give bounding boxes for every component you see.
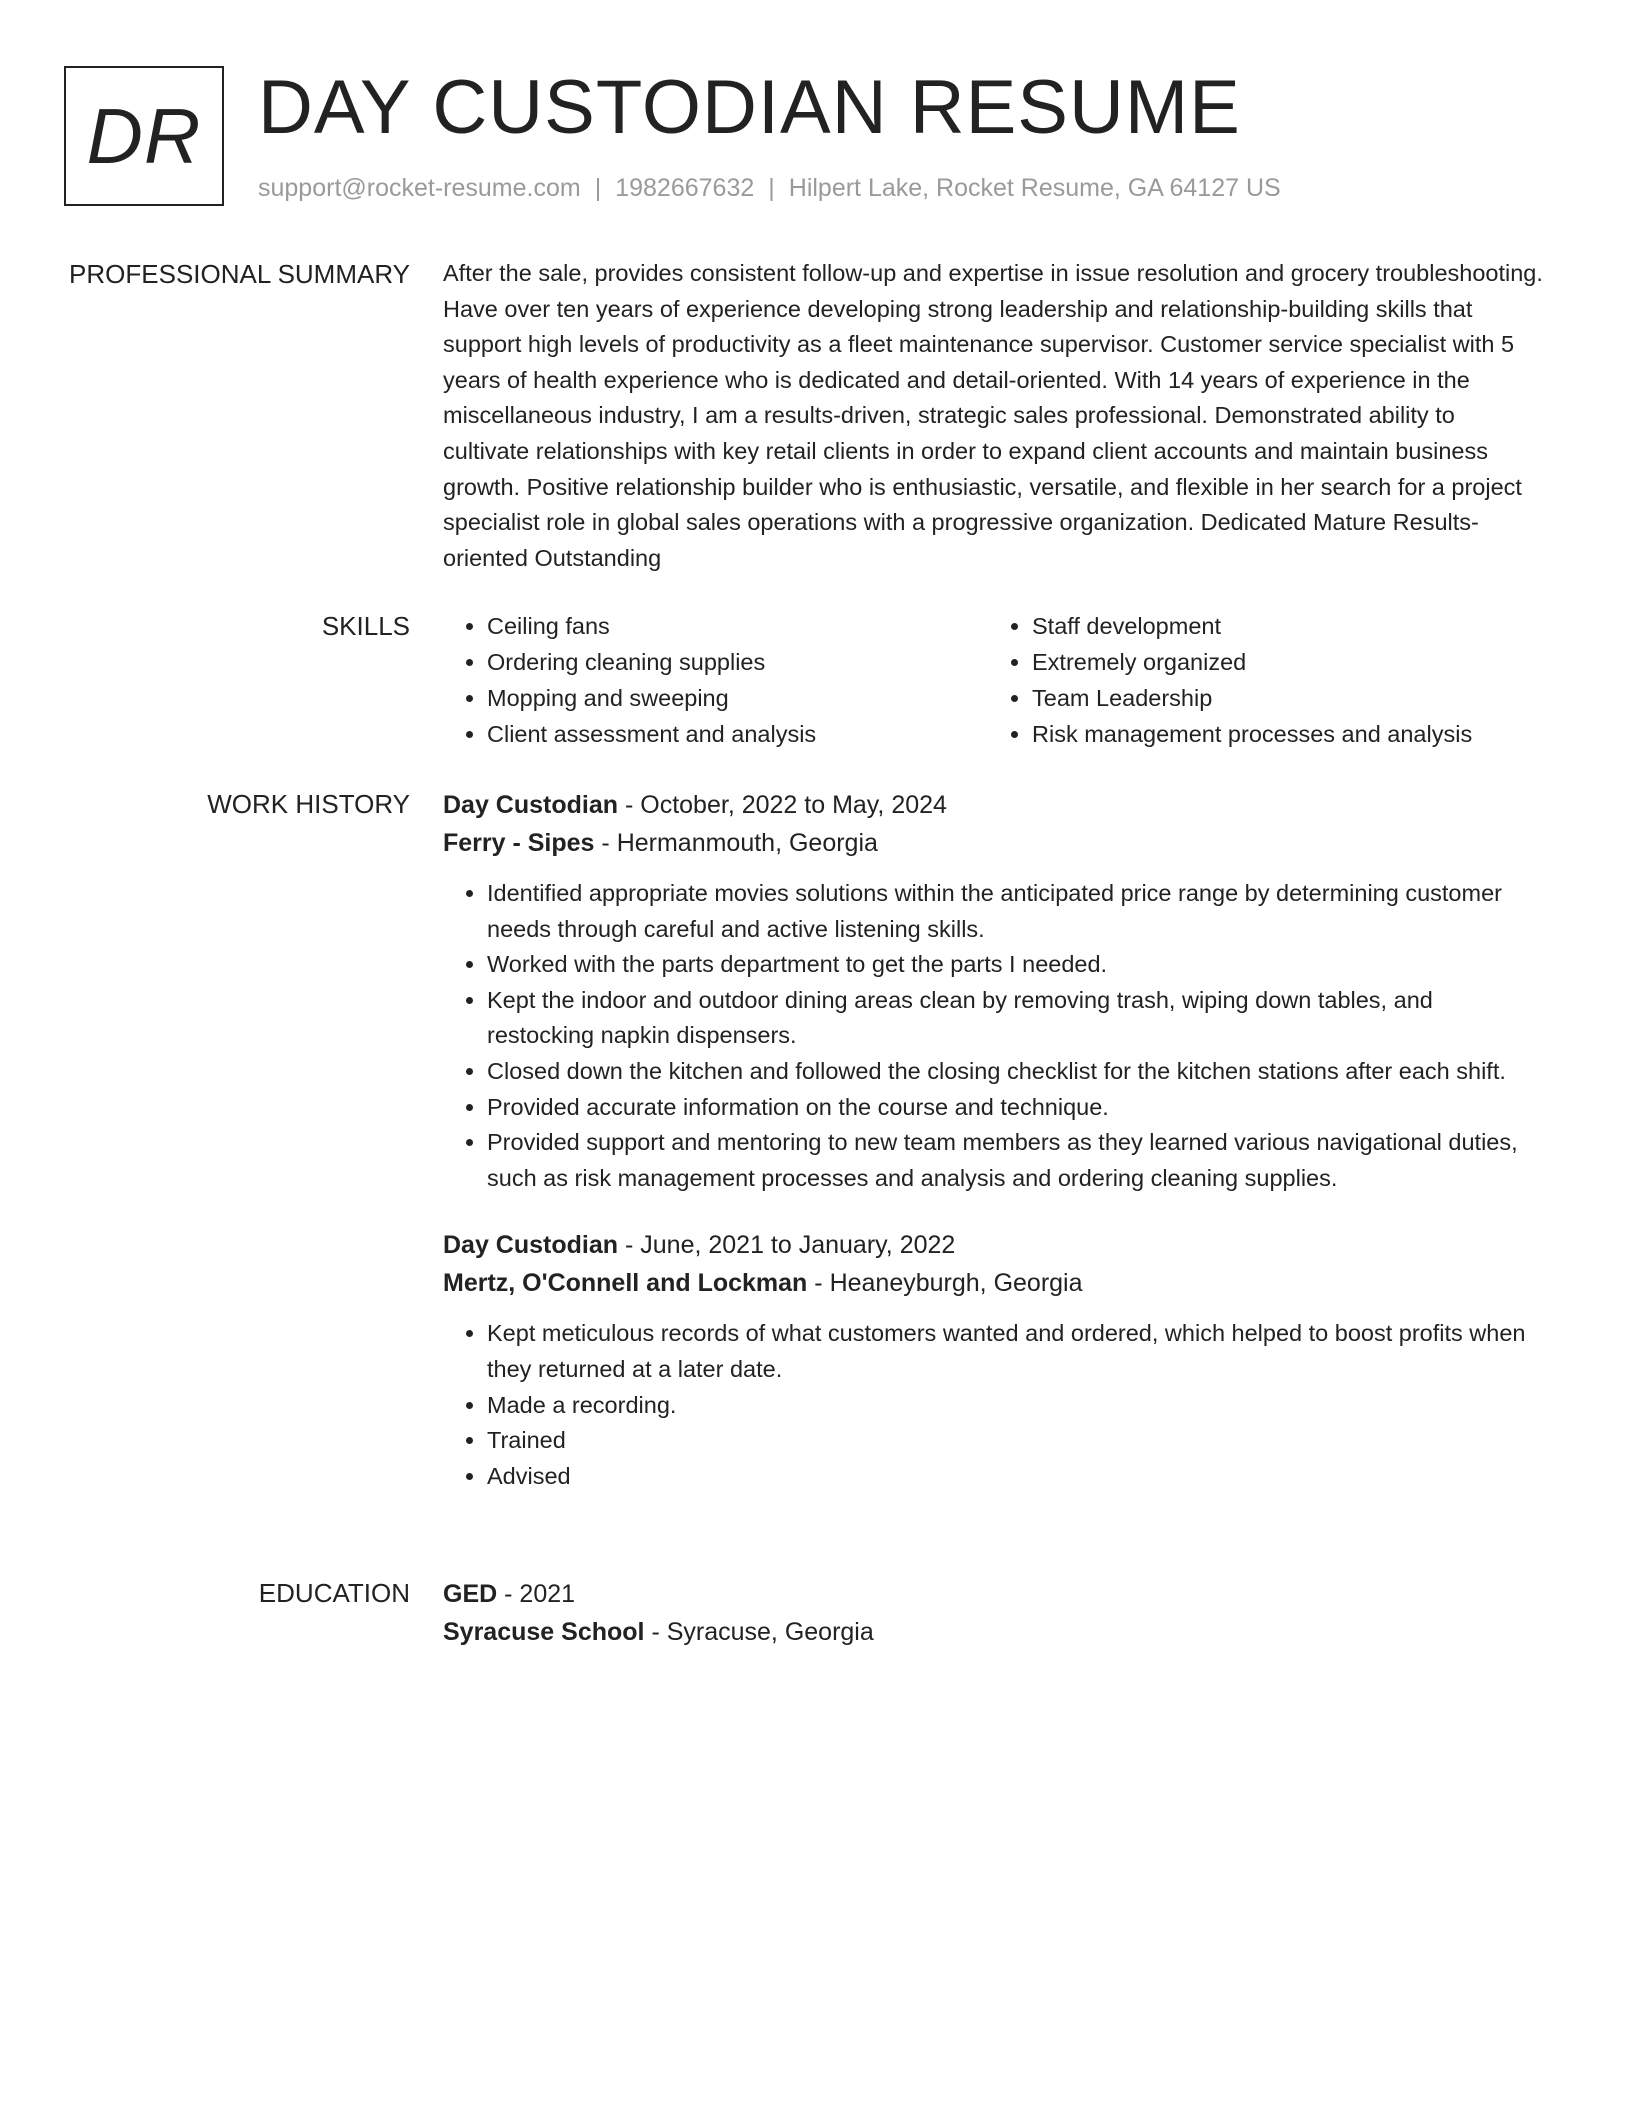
skill-item: • Ceiling fans [487,608,816,644]
job-title-line [443,786,1543,824]
skill-item: • Staff development [1032,608,1472,644]
contact-line [258,174,1281,203]
education-degree: GED [443,1580,498,1608]
job-location: Heaneyburgh, Georgia [829,1269,1083,1298]
job-company: Mertz, O'Connell and Lockman [443,1269,808,1298]
education-year: 2021 [519,1580,576,1608]
skill-item: • Client assessment and analysis [487,716,816,752]
contact-email[interactable]: support@rocket-resume.com [258,174,581,202]
job-bullet: • Identified appropriate movies solutions within the anticipated price range by determining customer needs through careful and active listening skills. [487,876,1543,947]
job-company-line [443,824,1543,862]
summary-text: After the sale, provides consistent follow-up and expertise in issue resolution and grocery troubleshooting. Have over ten years of experience developing strong leadership and relationship-building skills that support high levels of productivity as a fleet maintenance supervisor. Customer service specialist with 5 years of health experience who is dedicated and detail-oriented. With 14 years of experience in the miscellaneous industry, I am a results-driven, strategic sales professional. Demonstrated ability to cultivate relationships with key retail clients in order to expand client accounts and maintain business growth. Positive relationship builder who is enthusiastic, versatile, and flexible in her search for a project specialist role in global sales operations with a progressive organization. Dedicated Mature Results-oriented Outstanding [443,260,1543,571]
dash: - [504,1580,513,1608]
work-body [443,786,1543,1518]
contact-address: Hilpert Lake, Rocket Resume, GA 64127 US [788,174,1281,202]
job-bullets [443,876,1543,1196]
skill-item: • Risk management processes and analysis [1032,716,1472,752]
skill-item: • Mopping and sweeping [487,680,816,716]
dash: - [624,791,634,819]
skills-body [443,608,1543,758]
skill-item: • Extremely organized [1032,644,1472,680]
skill-item: • Team Leadership [1032,680,1472,716]
job-company: Ferry - Sipes [443,829,595,857]
job-entry [443,1226,1543,1494]
job-title-line [443,1226,1543,1264]
education-degree-line [443,1575,1543,1613]
job-dates: June, 2021 to January, 2022 [640,1231,956,1260]
job-bullet: • Made a recording. [487,1388,1543,1424]
section-label-skills: SKILLS [321,611,410,641]
contact-separator: | [594,174,602,202]
contact-separator: | [768,174,775,202]
job-dates: October, 2022 to May, 2024 [640,791,947,819]
job-company-line [443,1264,1543,1302]
job-bullet: • Kept meticulous records of what customers wanted and ordered, which helped to boost profits when they returned at a later date. [487,1316,1543,1387]
contact-phone[interactable]: 1982667632 [615,174,755,202]
summary-body [443,256,1543,576]
skills-list-left [443,608,816,752]
job-bullet: • Kept the indoor and outdoor dining areas clean by removing trash, wiping down tables, and restocking napkin dispensers. [487,983,1543,1054]
dash: - [814,1269,823,1298]
job-bullets [443,1316,1543,1494]
job-location: Hermanmouth, Georgia [616,829,878,857]
section-label-summary: PROFESSIONAL SUMMARY [69,259,410,289]
monogram-box: DR [64,66,224,206]
skills-list-right [988,608,1472,752]
dash: - [651,1618,660,1646]
dash: - [601,829,610,857]
education-body [443,1575,1543,1651]
resume-header [64,64,1564,212]
job-bullet: • Trained [487,1423,1543,1459]
section-label-work: WORK HISTORY [207,789,410,819]
section-label-education: EDUCATION [258,1578,410,1608]
job-bullet: • Closed down the kitchen and followed the closing checklist for the kitchen stations after each shift. [487,1054,1543,1090]
job-title: Day Custodian [443,1231,619,1260]
education-location: Syracuse, Georgia [666,1618,874,1646]
job-entry [443,786,1543,1196]
education-school-line [443,1613,1543,1651]
job-bullet: • Provided support and mentoring to new team members as they learned various navigational duties, such as risk management processes and analysis and ordering cleaning supplies. [487,1125,1543,1196]
resume-title: DAY CUSTODIAN RESUME [258,65,1241,150]
dash: - [624,1231,634,1260]
job-bullet: • Advised [487,1459,1543,1495]
skill-item: • Ordering cleaning supplies [487,644,816,680]
job-bullet: • Provided accurate information on the course and technique. [487,1090,1543,1126]
job-bullet: • Worked with the parts department to get the parts I needed. [487,947,1543,983]
job-title: Day Custodian [443,791,619,819]
education-school: Syracuse School [443,1618,645,1646]
